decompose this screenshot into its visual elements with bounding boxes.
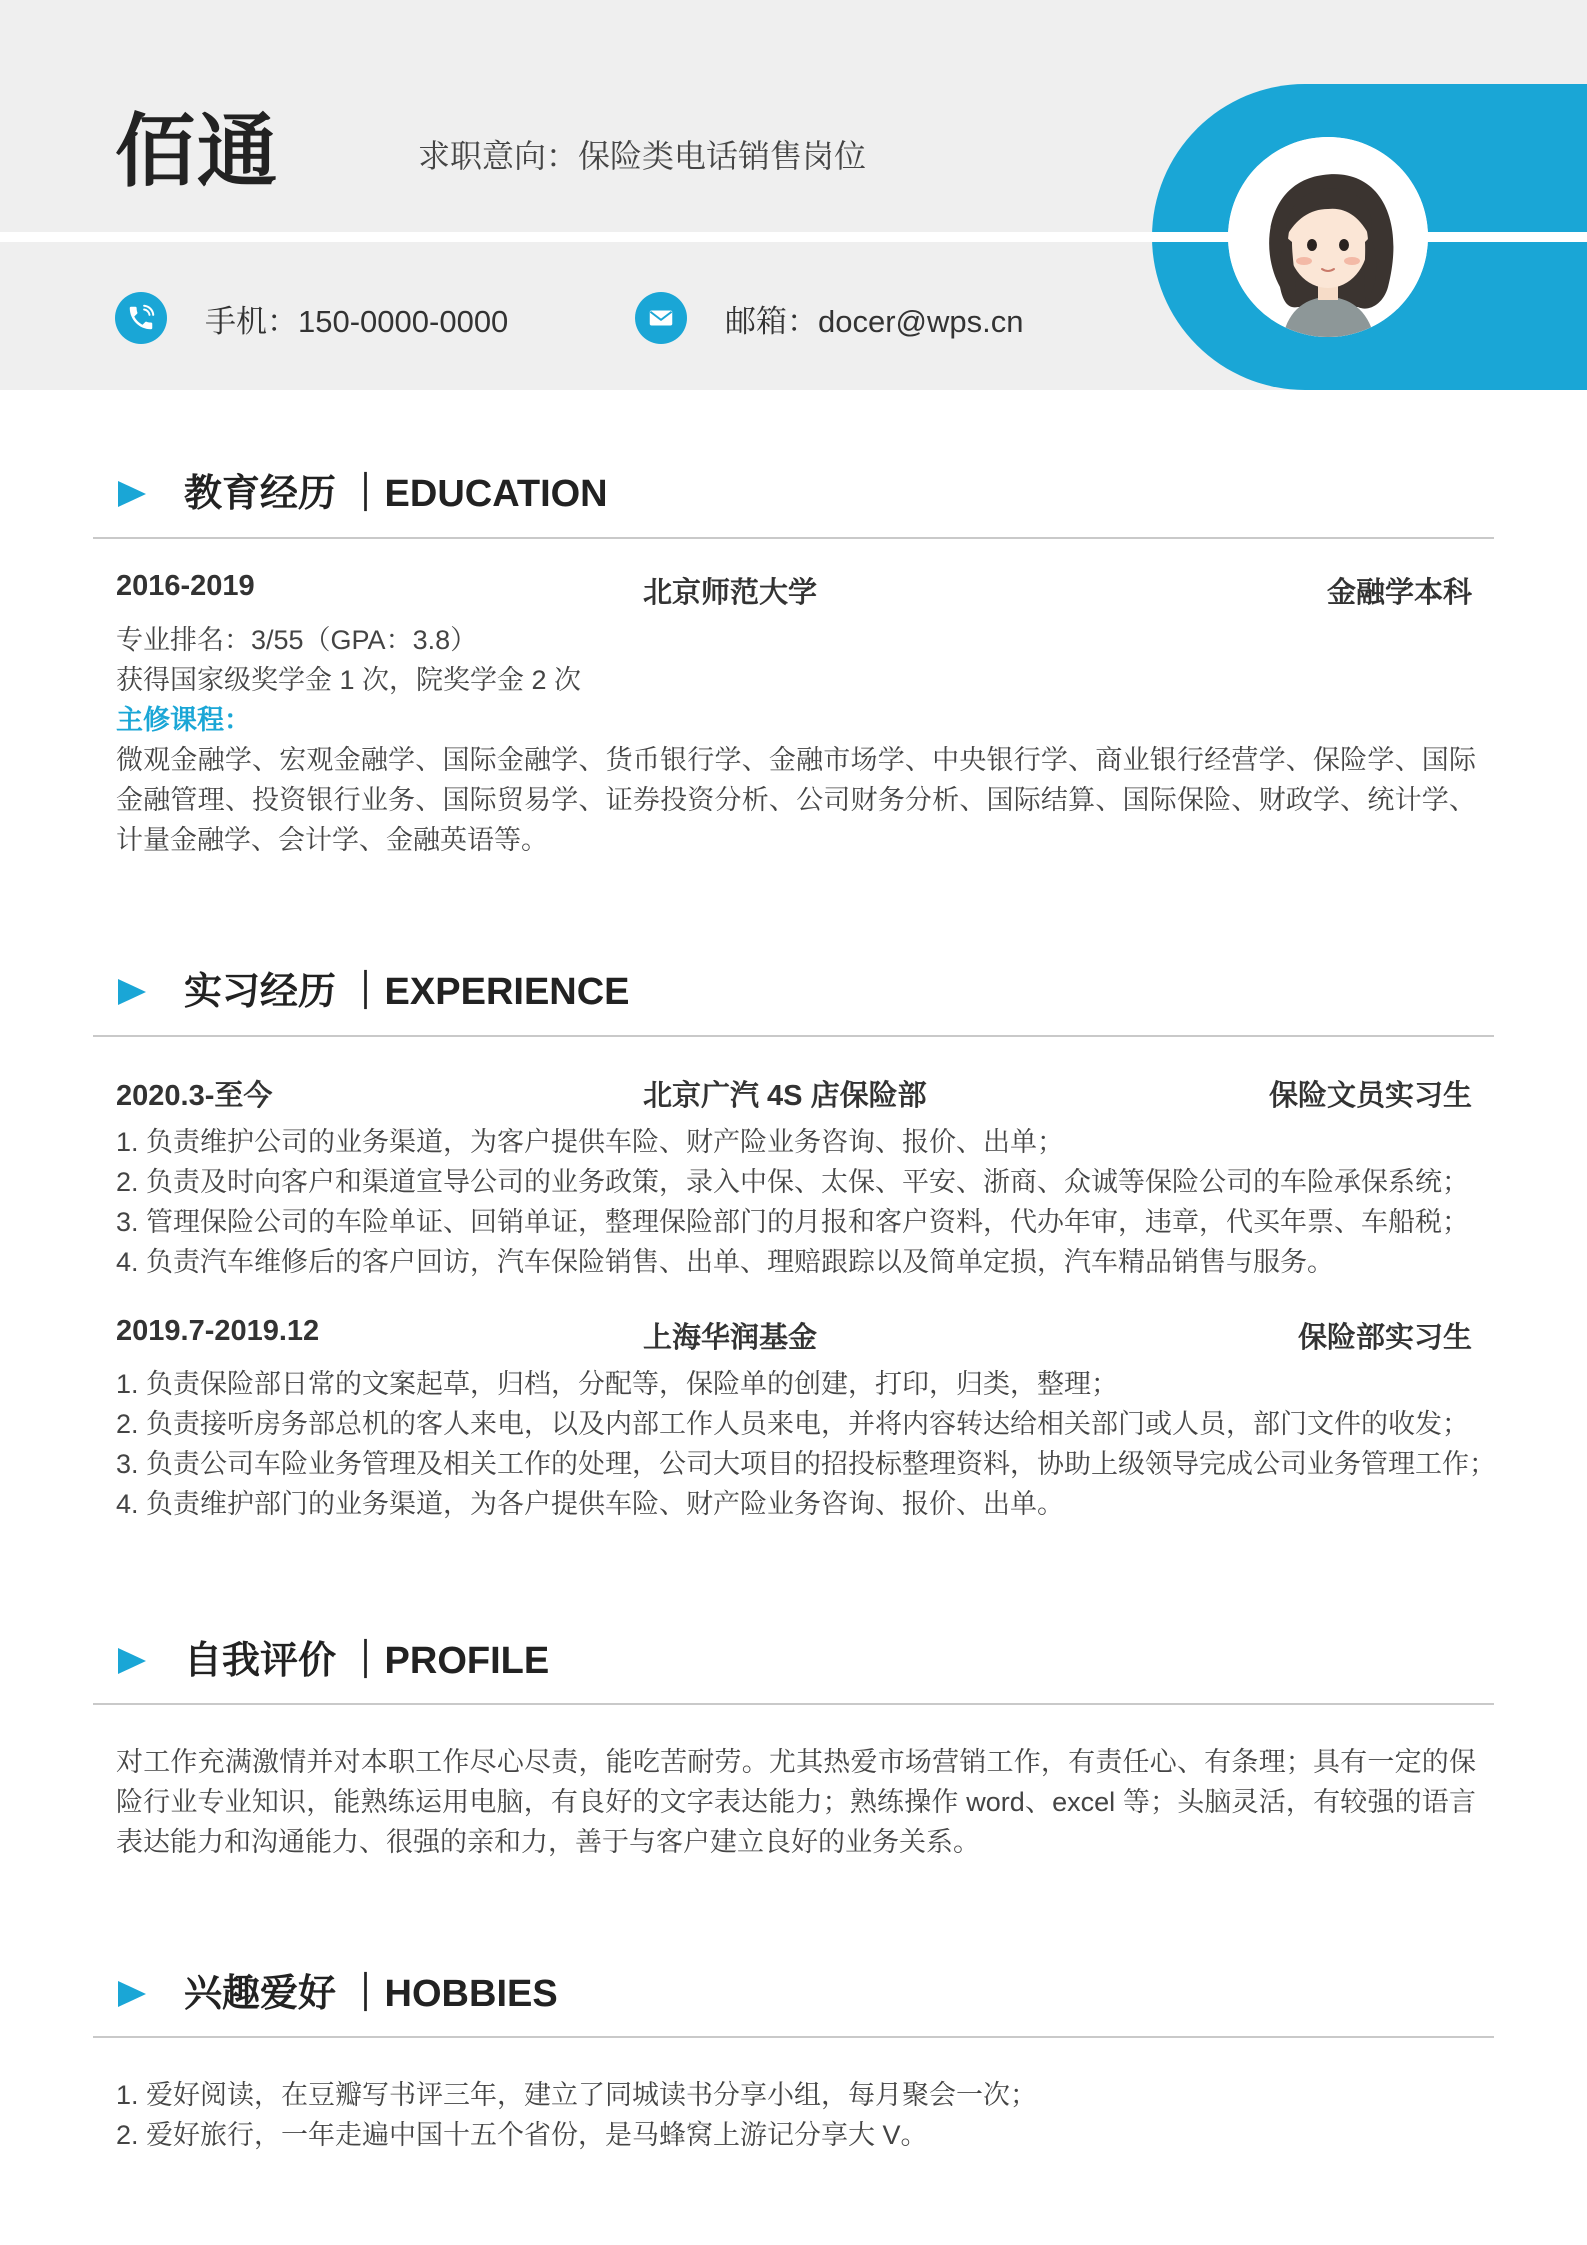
hobbies-items	[116, 2075, 1486, 2155]
avatar	[1228, 137, 1428, 337]
section-arrow-icon	[118, 1981, 146, 2007]
list-item: 1. 负责保险部日常的文案起草，归档，分配等，保险单的创建，打印，归类，整理；	[116, 1369, 1119, 1399]
experience-role: 保险文员实习生	[1268, 1080, 1472, 1112]
education-details	[116, 620, 1486, 740]
list-item: 4. 负责维护部门的业务渠道，为各户提供车险、财产险业务咨询、报价、出单。	[116, 1489, 1065, 1519]
education-degree: 金融学本科	[1326, 577, 1472, 609]
phone-icon	[115, 292, 167, 344]
section-title-hobbies	[118, 1975, 558, 2013]
section-title-text: 兴趣爱好 ｜HOBBIES	[184, 1973, 558, 2015]
experience-company: 北京广汽 4S 店保险部	[643, 1080, 927, 1112]
email-text: 邮箱：docer@wps.cn	[725, 303, 1024, 339]
section-arrow-icon	[118, 481, 146, 507]
experience-items	[116, 1364, 1497, 1524]
experience-row	[116, 1073, 1472, 1112]
education-row	[116, 570, 1472, 609]
section-title-profile	[118, 1642, 549, 1680]
profile-text: 对工作充满激情并对本职工作尽心尽责，能吃苦耐劳。尤其热爱市场营销工作，有责任心、有条理；具有一定的保险行业专业知识，能熟练运用电脑，有良好的文字表达能力；熟练操作 word、excel 等；头脑灵活，有较强的语言表达能力和沟通能力、很强的亲和力，善于与客户建立良好的业务关系。	[116, 1747, 1476, 1857]
education-line: 专业排名：3/55（GPA：3.8）	[116, 625, 478, 655]
education-school: 北京师范大学	[643, 577, 818, 609]
experience-items	[116, 1122, 1486, 1282]
section-title-experience	[118, 973, 630, 1011]
list-item: 2. 负责接听房务部总机的客人来电，以及内部工作人员来电，并将内容转达给相关部门或人员，部门文件的收发；	[116, 1409, 1470, 1439]
experience-company: 上海华润基金	[643, 1322, 818, 1354]
courses-label: 主修课程：	[116, 705, 251, 735]
phone-contact	[115, 292, 508, 344]
education-line: 获得国家级奖学金 1 次，院奖学金 2 次	[116, 665, 582, 695]
list-item: 3. 管理保险公司的车险单证、回销单证，整理保险部门的月报和客户资料，代办年审，违章，代买年票、车船税；	[116, 1207, 1470, 1237]
section-divider	[93, 1035, 1494, 1037]
section-divider	[93, 1703, 1494, 1705]
job-intent: 求职意向：保险类电话销售岗位	[418, 138, 867, 174]
experience-row	[116, 1315, 1472, 1354]
list-item: 1. 爱好阅读，在豆瓣写书评三年，建立了同城读书分享小组，每月聚会一次；	[116, 2080, 1038, 2110]
section-divider	[93, 2036, 1494, 2038]
list-item: 2. 负责及时向客户和渠道宣导公司的业务政策，录入中保、太保、平安、浙商、众诚等保险公司的车险承保系统；	[116, 1167, 1470, 1197]
section-arrow-icon	[118, 1648, 146, 1674]
experience-period: 2020.3-至今	[116, 1080, 273, 1112]
section-divider	[93, 537, 1494, 539]
list-item: 4. 负责汽车维修后的客户回访，汽车保险销售、出单、理赔跟踪以及简单定损，汽车精品销售与服务。	[116, 1247, 1335, 1277]
courses-text: 微观金融学、宏观金融学、国际金融学、货币银行学、金融市场学、中央银行学、商业银行经营学、保险学、国际金融管理、投资银行业务、国际贸易学、证券投资分析、公司财务分析、国际结算、国际保险、财政学、统计学、计量金融学、会计学、金融英语等。	[116, 745, 1476, 855]
section-arrow-icon	[118, 979, 146, 1005]
section-title-text: 教育经历 ｜EDUCATION	[184, 473, 608, 515]
list-item: 1. 负责维护公司的业务渠道，为客户提供车险、财产险业务咨询、报价、出单；	[116, 1127, 1065, 1157]
email-contact	[635, 292, 1024, 344]
education-period: 2016-2019	[116, 570, 255, 602]
section-title-text: 自我评价 ｜PROFILE	[184, 1640, 550, 1682]
email-icon	[635, 292, 687, 344]
experience-period: 2019.7-2019.12	[116, 1315, 320, 1347]
resume-header	[0, 0, 1587, 390]
section-title-text: 实习经历 ｜EXPERIENCE	[184, 971, 630, 1013]
experience-role: 保险部实习生	[1297, 1322, 1472, 1354]
section-title-education	[118, 475, 608, 513]
phone-text: 手机：150-0000-0000	[205, 303, 509, 339]
list-item: 2. 爱好旅行，一年走遍中国十五个省份，是马蜂窝上游记分享大 V。	[116, 2120, 928, 2150]
list-item: 3. 负责公司车险业务管理及相关工作的处理，公司大项目的招投标整理资料，协助上级领导完成公司业务管理工作；	[116, 1449, 1497, 1479]
candidate-name: 佰通	[115, 107, 279, 196]
